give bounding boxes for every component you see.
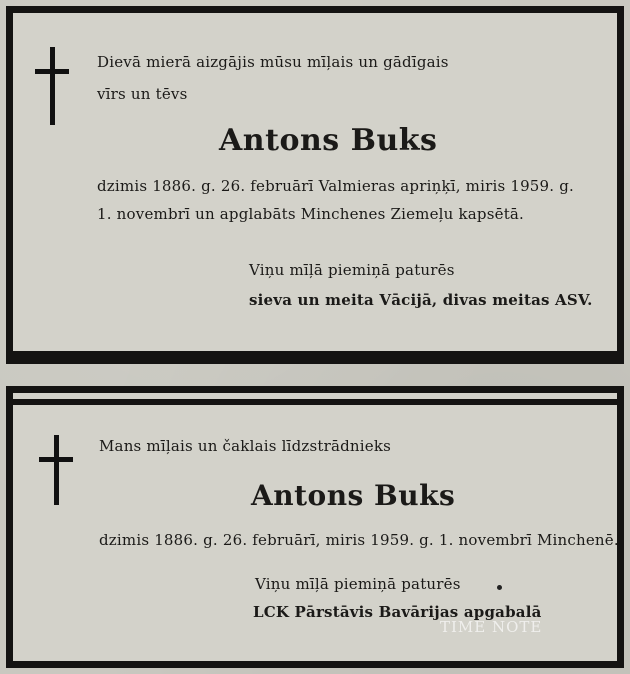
signatories: LCK Pārstāvis Bavārijas apgabalā [253, 603, 542, 621]
intro-line-2: vīrs un tēvs [97, 85, 188, 103]
ink-speck [497, 585, 502, 590]
deceased-name: Antons Buks [251, 479, 456, 512]
birth-death-line-2: 1. novembrī un apglabāts Minchenes Ziemeļu kapsētā. [97, 205, 525, 223]
birth-death-line-1: dzimis 1886. g. 26. februārī Valmieras apriņķī, miris 1959. g. [97, 177, 575, 195]
divider [13, 351, 617, 357]
intro-line: Mans mīļais un čaklais līdzstrādnieks [99, 437, 392, 455]
memory-line: Viņu mīļā piemiņā paturēs [255, 575, 461, 593]
deceased-name: Antons Buks [219, 123, 438, 158]
birth-death-line: dzimis 1886. g. 26. februārī, miris 1959. g. 1. novembrī Minchenē. [99, 531, 619, 549]
signatories: sieva un meita Vācijā, divas meitas ASV. [249, 291, 593, 309]
memory-line: Viņu mīļā piemiņā paturēs [249, 261, 455, 279]
intro-line-1: Dievā mierā aizgājis mūsu mīļais un gādīgais [97, 53, 449, 71]
cross-icon [33, 47, 73, 125]
obituary-notice-1 [6, 6, 624, 364]
cross-icon [37, 435, 77, 505]
watermark: TIME NOTE [440, 618, 543, 636]
divider [13, 399, 617, 405]
